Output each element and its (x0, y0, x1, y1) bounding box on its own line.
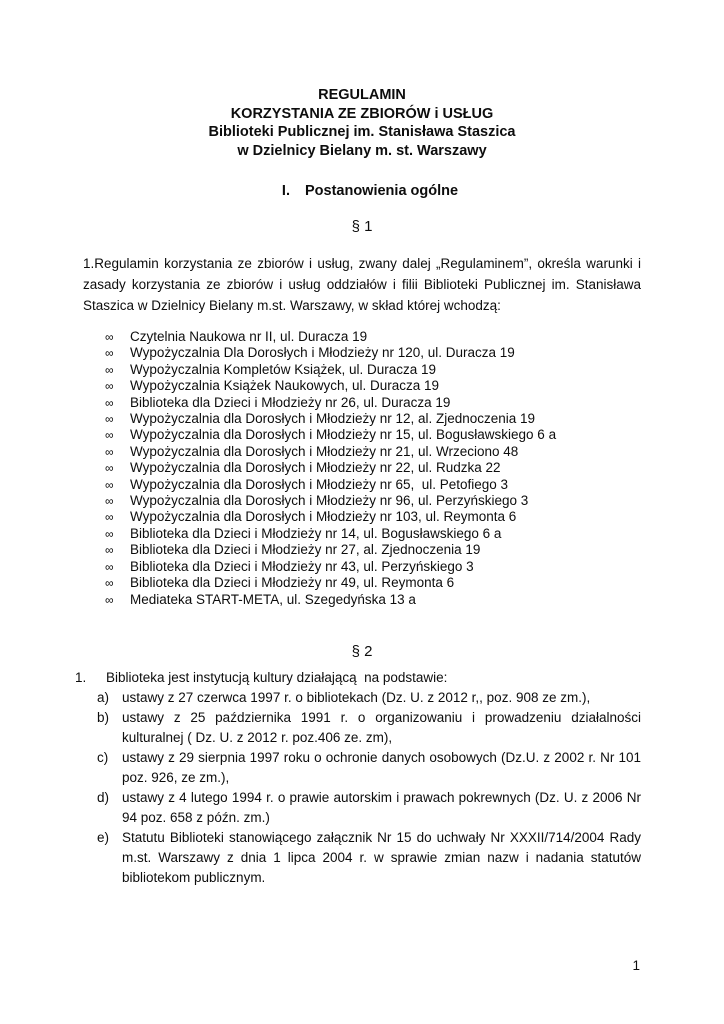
legal-basis-marker: d) (97, 789, 110, 805)
infinity-bullet-icon: ∞ (105, 559, 114, 574)
paragraph-mark-2: § 2 (351, 642, 373, 660)
infinity-bullet-icon: ∞ (105, 543, 114, 558)
numbered-item-text: Biblioteka jest instytucją kultury działającą na podstawie: (106, 669, 448, 685)
branch-list-item (105, 592, 641, 608)
branch-label: Wypożyczalnia Książek Naukowych, ul. Duracza 19 (130, 378, 440, 394)
legal-basis-item (97, 708, 641, 748)
branch-list-item (105, 493, 641, 509)
branch-list-item (105, 345, 641, 361)
legal-basis-item (97, 748, 641, 788)
numbered-item-number: 1. (75, 669, 87, 685)
branch-label: Wypożyczalnia Dla Dorosłych i Młodzieży nr 120, ul. Duracza 19 (130, 345, 515, 361)
infinity-bullet-icon: ∞ (105, 444, 114, 459)
branch-list-item (105, 444, 641, 460)
paragraph-mark-1: § 1 (351, 218, 373, 235)
legal-basis-item (97, 688, 641, 708)
legal-bases-list (97, 688, 641, 888)
branch-list-item (105, 395, 641, 411)
title-line: Biblioteki Publicznej im. Stanisława Staszica (208, 124, 516, 140)
infinity-bullet-icon: ∞ (105, 494, 114, 509)
section-heading-label: Postanowienia ogólne (304, 183, 459, 199)
branch-list-item (105, 559, 641, 575)
infinity-bullet-icon: ∞ (105, 510, 114, 525)
section-heading (91, 182, 649, 201)
legal-basis-marker: e) (97, 829, 110, 845)
title-line: KORZYSTANIA ZE ZBIORÓW i USŁUG (230, 105, 494, 122)
infinity-bullet-icon: ∞ (105, 526, 114, 541)
infinity-bullet-icon: ∞ (105, 477, 114, 492)
branch-label: Wypożyczalnia dla Dorosłych i Młodzieży nr 96, ul. Perzyńskiego 3 (130, 493, 529, 509)
branch-label: Wypożyczalnia Kompletów Książek, ul. Duracza 19 (130, 361, 437, 377)
legal-basis-marker: c) (97, 749, 109, 765)
infinity-bullet-icon: ∞ (105, 330, 114, 344)
infinity-bullet-icon: ∞ (105, 412, 114, 427)
document-title (83, 86, 641, 160)
legal-basis-text: ustawy z 25 października 1991 r. o organizowaniu i prowadzeniu działalności kulturalnej ( Dz. U. z 2012 r. poz.406 ze. zm), (122, 709, 641, 745)
branch-label: Czytelnia Naukowa nr II, ul. Duracza 19 (130, 329, 368, 344)
legal-basis-item (97, 828, 641, 888)
branch-label: Wypożyczalnia dla Dorosłych i Młodzieży nr 21, ul. Wrzeciono 48 (130, 443, 519, 459)
branch-list-item (105, 362, 641, 378)
legal-basis-marker: b) (97, 709, 110, 725)
branch-label: Biblioteka dla Dzieci i Młodzieży nr 26, ul. Duracza 19 (130, 394, 451, 410)
numbered-item-1 (75, 668, 641, 688)
legal-basis-item (97, 788, 641, 828)
legal-basis-marker: a) (97, 689, 110, 705)
infinity-bullet-icon: ∞ (105, 461, 114, 476)
infinity-bullet-icon: ∞ (105, 379, 114, 394)
infinity-bullet-icon: ∞ (105, 592, 114, 607)
branch-label: Wypożyczalnia dla Dorosłych i Młodzieży nr 15, ul. Bogusławskiego 6 a (130, 427, 557, 443)
branch-label: Mediateka START-META, ul. Szegedyńska 13 a (130, 591, 416, 607)
legal-basis-text: ustawy z 27 czerwca 1997 r. o bibliotekach (Dz. U. z 2012 r,, poz. 908 ze zm.), (122, 689, 591, 705)
branch-label: Wypożyczalnia dla Dorosłych i Młodzieży nr 103, ul. Reymonta 6 (130, 509, 517, 525)
infinity-bullet-icon: ∞ (105, 395, 114, 410)
branch-list-item (105, 411, 641, 427)
branch-list-item (105, 427, 641, 443)
branch-label: Biblioteka dla Dzieci i Młodzieży nr 49, ul. Reymonta 6 (130, 575, 455, 591)
branch-list-item (105, 509, 641, 525)
legal-basis-text: Statutu Biblioteki stanowiącego załącznik Nr 15 do uchwały Nr XXXII/714/2004 Rady m.st. Warszawy z dnia 1 lipca 2004 r. w sprawie zmian nazw i nadania statutów bibliotekom publicznym. (122, 829, 641, 885)
branch-label: Biblioteka dla Dzieci i Młodzieży nr 43, ul. Perzyńskiego 3 (130, 558, 474, 574)
branch-label: Wypożyczalnia dla Dorosłych i Młodzieży nr 12, al. Zjednoczenia 19 (130, 411, 536, 427)
branch-label: Biblioteka dla Dzieci i Młodzieży nr 27, al. Zjednoczenia 19 (130, 542, 481, 558)
infinity-bullet-icon: ∞ (105, 346, 114, 361)
title-line: w Dzielnicy Bielany m. st. Warszawy (237, 142, 487, 159)
infinity-bullet-icon: ∞ (105, 576, 114, 591)
branch-list-item (105, 329, 641, 345)
title-line: REGULAMIN (318, 87, 406, 103)
branch-label: Wypożyczalnia dla Dorosłych i Młodzieży nr 65, ul. Petofiego 3 (130, 476, 509, 492)
legal-basis-text: ustawy z 29 sierpnia 1997 roku o ochronie danych osobowych (Dz.U. z 2002 r. Nr 101 poz. 926, ze zm.), (122, 749, 641, 785)
branch-list-item (105, 575, 641, 591)
branch-list-item (105, 542, 641, 558)
intro-paragraph: 1.Regulamin korzystania ze zbiorów i usług, zwany dalej „Regulaminem”, określa warunki i zasady korzystania ze zbiorów i usług oddziałów i filii Biblioteki Publicznej im. Stanisława Staszica w Dzielnicy Bielany m.st. Warszawy, w skład której wchodzą: (83, 256, 641, 313)
branch-list (105, 329, 641, 608)
legal-basis-text: ustawy z 4 lutego 1994 r. o prawie autorskim i prawach pokrewnych (Dz. U. z 2006 Nr 94 poz. 658 z późn. zm.) (122, 789, 641, 825)
branch-label: Wypożyczalnia dla Dorosłych i Młodzieży nr 22, ul. Rudzka 22 (130, 460, 501, 476)
page-number: 1 (632, 958, 640, 973)
section-heading-number: I. (281, 183, 290, 199)
branch-list-item (105, 526, 641, 542)
infinity-bullet-icon: ∞ (105, 428, 114, 443)
infinity-bullet-icon: ∞ (105, 362, 114, 377)
branch-label: Biblioteka dla Dzieci i Młodzieży nr 14, ul. Bogusławskiego 6 a (130, 525, 502, 541)
branch-list-item (105, 477, 641, 493)
branch-list-item (105, 378, 641, 394)
branch-list-item (105, 460, 641, 476)
